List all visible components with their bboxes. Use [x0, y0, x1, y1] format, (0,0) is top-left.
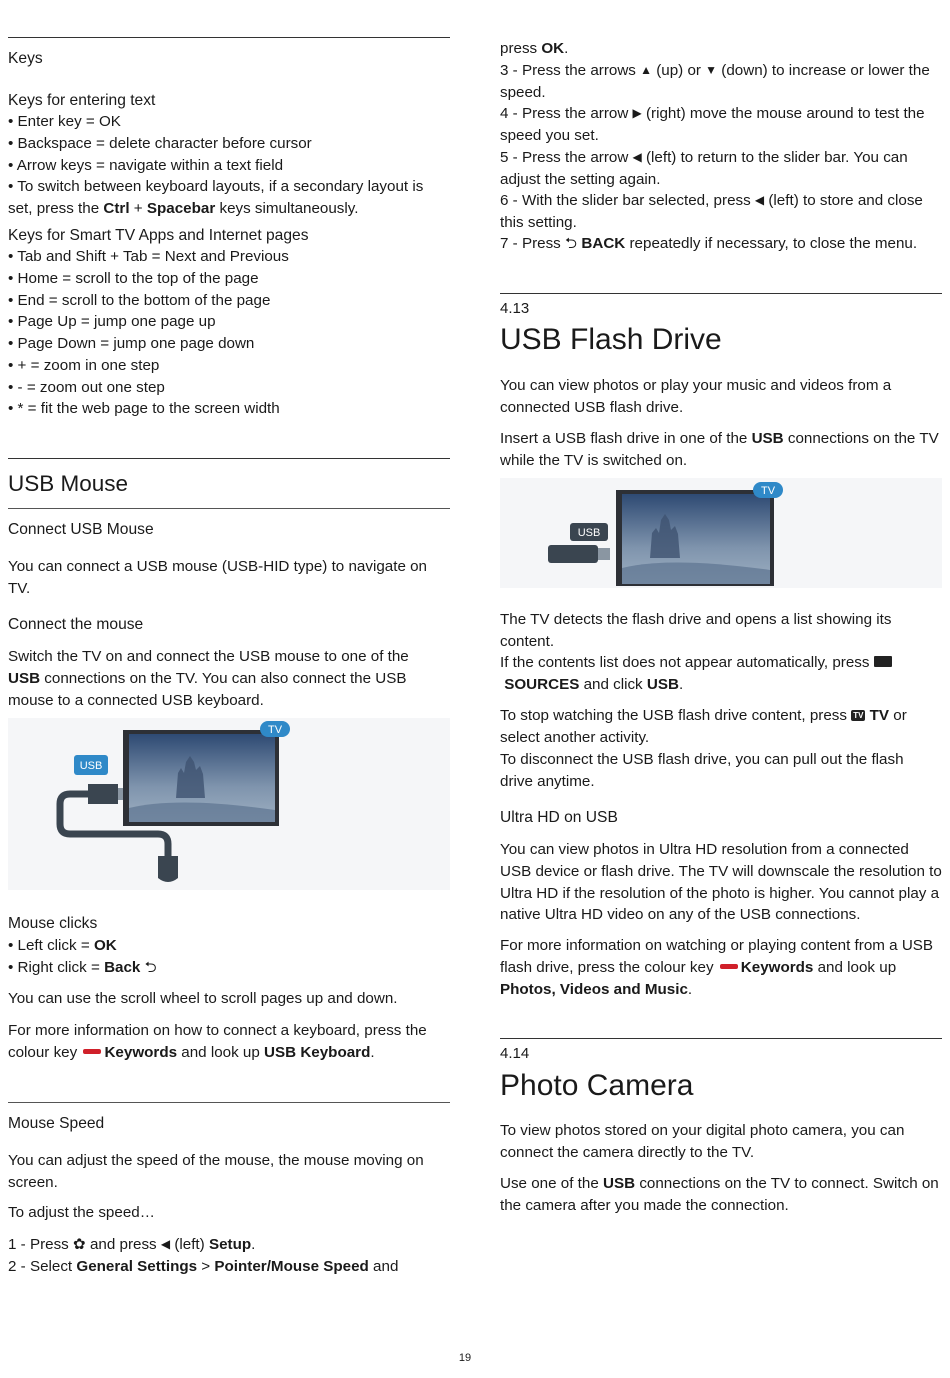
page-number: 19	[458, 1352, 472, 1364]
usb-flash-p2: Insert a USB flash drive in one of the USB connections on the TV while the TV is switched on.	[500, 430, 939, 469]
speed-adjust: To adjust the speed…	[8, 1204, 155, 1221]
section-divider	[500, 1038, 942, 1039]
connect-text: You can connect a USB mouse (USB-HID type) to navigate on TV.	[8, 558, 428, 597]
usb-flash-p3: The TV detects the flash drive and opens a list showing its content.	[500, 611, 892, 650]
up-arrow-icon: ▲	[640, 63, 652, 77]
red-colour-key-icon	[720, 964, 738, 969]
list-item: • Arrow keys = navigate within a text field	[8, 157, 284, 174]
usb-flash-more: For more information on watching or playing content from a USB flash drive, press the colour key Keywords and look up Photos, Videos and Music.	[500, 937, 934, 998]
left-click: • Left click = OK	[8, 937, 117, 954]
tv-badge-label: TV	[760, 485, 776, 497]
step-7: 7 - Press ⮌ BACK repeatedly if necessary, to close the menu.	[500, 235, 918, 252]
list-item: • Home = scroll to the top of the page	[8, 270, 259, 287]
scroll-text: You can use the scroll wheel to scroll pages up and down.	[8, 990, 398, 1007]
list-item: • Tab and Shift + Tab = Next and Previous	[8, 248, 289, 265]
usb-flash-p4: If the contents list does not appear automatically, press SOURCES and click USB.	[500, 652, 942, 696]
usb-flash-p1: You can view photos or play your music and videos from a connected USB flash drive.	[500, 377, 892, 416]
section-divider	[8, 37, 450, 38]
sources-icon	[874, 656, 892, 667]
list-item: • - = zoom out one step	[8, 379, 165, 396]
connect-mouse-heading: Connect the mouse	[8, 616, 144, 633]
photo-camera-title: Photo Camera	[500, 1069, 694, 1102]
step-1: 1 - Press ✿ and press ◀ (left) Setup.	[8, 1236, 256, 1253]
back-icon: ⮌	[565, 235, 578, 252]
step-2: 2 - Select General Settings > Pointer/Mouse Speed and	[8, 1258, 399, 1275]
step-2-cont: press OK.	[500, 40, 569, 57]
usb-flash-title: USB Flash Drive	[500, 323, 722, 356]
list-item: • Enter key = OK	[8, 113, 121, 130]
usb-flash-p5: To stop watching the USB flash drive content, press TV TV or select another activity.	[500, 707, 907, 746]
uhd-text: You can view photos in Ultra HD resolution from a connected USB device or flash drive. The TV will downscale the resolution to Ultra HD if the resolution of the photo is higher. You cannot play a native Ultra HD video on any of the USB connections.	[500, 841, 942, 924]
list-item: • + = zoom in one step	[8, 357, 160, 374]
tv-badge-label: TV	[267, 724, 283, 736]
list-item: • Page Up = jump one page up	[8, 313, 216, 330]
usb-mouse-illustration	[8, 718, 450, 890]
list-item: • Backspace = delete character before cursor	[8, 135, 312, 152]
connect-heading: Connect USB Mouse	[8, 521, 154, 538]
red-colour-key-icon	[83, 1049, 101, 1054]
list-item-cont: set, press the Ctrl + Spacebar keys simultaneously.	[8, 200, 359, 217]
left-arrow-icon: ◀	[160, 1237, 171, 1251]
section-number: 4.13	[500, 300, 530, 317]
uhd-heading: Ultra HD on USB	[500, 809, 618, 826]
photo-camera-p1: To view photos stored on your digital photo camera, you can connect the camera directly to the TV.	[500, 1122, 905, 1161]
photo-camera-p2: Use one of the USB connections on the TV to connect. Switch on the camera after you made the connection.	[500, 1175, 939, 1214]
usb-mouse-title: USB Mouse	[8, 471, 129, 496]
left-arrow-icon: ◀	[632, 150, 642, 164]
speed-intro: You can adjust the speed of the mouse, the mouse moving on screen.	[8, 1152, 424, 1191]
step-3: 3 - Press the arrows ▲ (up) or ▼ (down) to increase or lower the speed.	[500, 62, 930, 101]
tv-icon: TV	[853, 711, 864, 720]
keys-title: Keys	[8, 50, 43, 67]
step-4: 4 - Press the arrow ▶ (right) move the mouse around to test the speed you set.	[500, 105, 925, 144]
gear-icon: ✿	[73, 1236, 86, 1253]
more-info: For more information on how to connect a keyboard, press the colour key Keywords and look up USB Keyboard.	[8, 1022, 427, 1061]
usb-badge-label: USB	[577, 527, 601, 539]
list-item: • * = fit the web page to the screen width	[8, 400, 280, 417]
step-6: 6 - With the slider bar selected, press ◀ (left) to store and close this setting.	[500, 192, 923, 231]
usb-badge-label: USB	[79, 760, 103, 772]
down-arrow-icon: ▼	[705, 63, 718, 77]
step-5: 5 - Press the arrow ◀ (left) to return to the slider bar. You can adjust the setting again.	[500, 149, 908, 188]
section-divider	[500, 293, 942, 294]
list-item: • Page Down = jump one page down	[8, 335, 255, 352]
subsection-divider	[8, 508, 450, 509]
right-click: • Right click = Back ⮌	[8, 959, 157, 976]
list-item: • End = scroll to the bottom of the page	[8, 292, 271, 309]
right-arrow-icon: ▶	[632, 106, 642, 120]
usb-flash-illustration	[500, 478, 942, 588]
section-divider	[8, 1102, 450, 1103]
back-icon: ⮌	[144, 959, 157, 976]
section-divider	[8, 458, 450, 459]
section-number: 4.14	[500, 1045, 530, 1062]
list-item: • To switch between keyboard layouts, if a secondary layout is	[8, 178, 424, 195]
left-arrow-icon: ◀	[754, 193, 765, 207]
connect-mouse-text: Switch the TV on and connect the USB mouse to one of the USB connections on the TV. You can also connect the USB mouse to a connected USB keyboard.	[8, 648, 409, 709]
mouse-speed-title: Mouse Speed	[8, 1115, 105, 1132]
clicks-heading: Mouse clicks	[8, 915, 98, 932]
entering-heading: Keys for entering text	[8, 92, 156, 109]
smart-heading: Keys for Smart TV Apps and Internet pages	[8, 227, 309, 244]
usb-flash-p6: To disconnect the USB flash drive, you can pull out the flash drive anytime.	[500, 751, 904, 790]
